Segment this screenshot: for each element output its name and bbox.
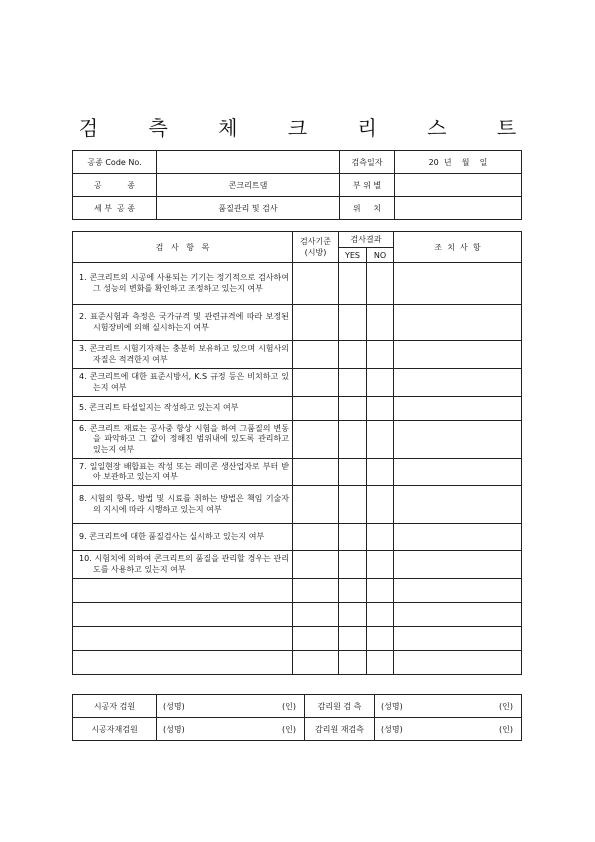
seal-label: (인) [499,701,513,711]
work-type-field[interactable]: 콘크리트댐 [157,174,340,197]
name-label: (성명) [381,724,403,734]
standard-cell[interactable] [293,579,339,603]
yes-cell[interactable] [339,603,367,627]
name-label: (성명) [163,724,185,734]
signature-table [72,694,522,741]
location-field[interactable] [395,197,522,220]
part-field[interactable] [395,174,522,197]
action-cell[interactable] [394,579,522,603]
standard-cell[interactable] [293,397,339,421]
supervisor-sign-field[interactable] [375,695,522,718]
no-cell[interactable] [367,579,394,603]
no-cell[interactable] [367,651,394,675]
blank-item-cell[interactable] [73,627,293,651]
col-no-header: NO [367,248,394,263]
document-title: 검 측 체 크 리 스 트 [78,116,539,140]
standard-cell[interactable] [293,369,339,397]
check-item: 10. 시험치에 의하여 콘크리트의 품질을 관리할 경우는 관리도를 사용하고 있는지 여부 [79,554,289,574]
work-code-field[interactable] [157,151,340,174]
standard-cell[interactable] [293,341,339,369]
no-cell[interactable] [367,263,394,305]
col-yes-header: YES [339,248,367,263]
work-type-label: 공 종 [73,174,157,197]
col-result-header: 검사결과 [339,232,394,248]
supervisor-reinspect-sign-field[interactable] [375,718,522,741]
blank-item-cell[interactable] [73,651,293,675]
blank-item-cell[interactable] [73,579,293,603]
no-cell[interactable] [367,486,394,524]
yes-cell[interactable] [339,421,367,459]
contractor-reinspector-label: 시공자재검원 [73,718,157,741]
location-label: 위 치 [340,197,395,220]
action-cell[interactable] [394,263,522,305]
check-item: 9. 콘크리트에 대한 품질검사는 실시하고 있는지 여부 [79,531,265,541]
standard-cell[interactable] [293,305,339,341]
standard-cell[interactable] [293,263,339,305]
header-table [72,150,522,220]
work-code-label: 공종 Code No. [73,151,157,174]
yes-cell[interactable] [339,486,367,524]
standard-cell[interactable] [293,524,339,551]
contractor-inspector-label: 시공자 검원 [73,695,157,718]
col-action-header: 조 치 사 항 [394,232,522,263]
no-cell[interactable] [367,627,394,651]
action-cell[interactable] [394,651,522,675]
no-cell[interactable] [367,305,394,341]
standard-cell[interactable] [293,486,339,524]
seal-label: (인) [499,724,513,734]
standard-cell[interactable] [293,459,339,486]
col-standard-header: 검사기준 (시방) [293,232,339,263]
sub-work-field[interactable]: 품질관리 및 검사 [157,197,340,220]
no-cell[interactable] [367,603,394,627]
action-cell[interactable] [394,627,522,651]
action-cell[interactable] [394,369,522,397]
no-cell[interactable] [367,459,394,486]
name-label: (성명) [381,701,403,711]
check-item: 3. 콘크리트 시험기자재는 충분히 보유하고 있으며 시험사의 자질은 적격한지 여부 [79,344,289,364]
supervisor-reinspection-label: 감리원 재검측 [305,718,375,741]
no-cell[interactable] [367,341,394,369]
action-cell[interactable] [394,305,522,341]
contractor-sign-field[interactable] [157,695,305,718]
check-item: 5. 콘크리트 타설일지는 작성하고 있는지 여부 [79,403,239,413]
action-cell[interactable] [394,486,522,524]
yes-cell[interactable] [339,263,367,305]
sub-work-label: 세 부 공 종 [73,197,157,220]
standard-cell[interactable] [293,551,339,579]
yes-cell[interactable] [339,524,367,551]
check-item: 6. 콘크리트 재료는 공사중 항상 시험을 하여 그품질의 변동을 파악하고 그 값이 정해진 범위내에 있도록 관리하고 있는지 여부 [79,423,289,454]
col-items-header: 검 사 항 목 [73,232,293,263]
action-cell[interactable] [394,397,522,421]
yes-cell[interactable] [339,341,367,369]
check-item: 8. 시험의 항목, 방법 및 시료를 취하는 방법은 책임 기술자의 지시에 따라 시행하고 있는지 여부 [79,494,289,514]
no-cell[interactable] [367,551,394,579]
yes-cell[interactable] [339,551,367,579]
standard-cell[interactable] [293,421,339,459]
action-cell[interactable] [394,459,522,486]
yes-cell[interactable] [339,459,367,486]
yes-cell[interactable] [339,651,367,675]
check-item: 2. 표준시험과 측정은 국가규격 및 관련규격에 따라 보정된 시험장비에 의해 실시하는지 여부 [79,312,289,332]
no-cell[interactable] [367,369,394,397]
no-cell[interactable] [367,397,394,421]
checklist-table [72,231,522,675]
blank-item-cell[interactable] [73,603,293,627]
standard-cell[interactable] [293,627,339,651]
action-cell[interactable] [394,341,522,369]
check-item: 7. 일일현장 배합표는 작성 또는 레미콘 생산업자로 부터 받아 보관하고 있는지 여부 [79,461,289,481]
check-item: 1. 콘크리트의 시공에 사용되는 기기는 정기적으로 검사하여 그 성능의 변화를 확인하고 조정하고 있는지 여부 [79,273,289,293]
standard-cell[interactable] [293,603,339,627]
no-cell[interactable] [367,524,394,551]
check-item: 4. 콘크리트에 대한 표준시방서, K.S 규정 등은 비치하고 있는지 여부 [79,372,289,392]
yes-cell[interactable] [339,369,367,397]
inspection-date-field[interactable]: 20 년 월 일 [395,151,522,174]
standard-cell[interactable] [293,651,339,675]
yes-cell[interactable] [339,627,367,651]
yes-cell[interactable] [339,579,367,603]
action-cell[interactable] [394,524,522,551]
name-label: (성명) [163,701,185,711]
yes-cell[interactable] [339,397,367,421]
yes-cell[interactable] [339,305,367,341]
part-label: 부 위 별 [340,174,395,197]
contractor-reinspect-sign-field[interactable] [157,718,305,741]
action-cell[interactable] [394,603,522,627]
action-cell[interactable] [394,551,522,579]
no-cell[interactable] [367,421,394,459]
seal-label: (인) [282,701,296,711]
action-cell[interactable] [394,421,522,459]
inspection-date-label: 검측일자 [340,151,395,174]
supervisor-inspection-label: 감리원 검 측 [305,695,375,718]
seal-label: (인) [282,724,296,734]
